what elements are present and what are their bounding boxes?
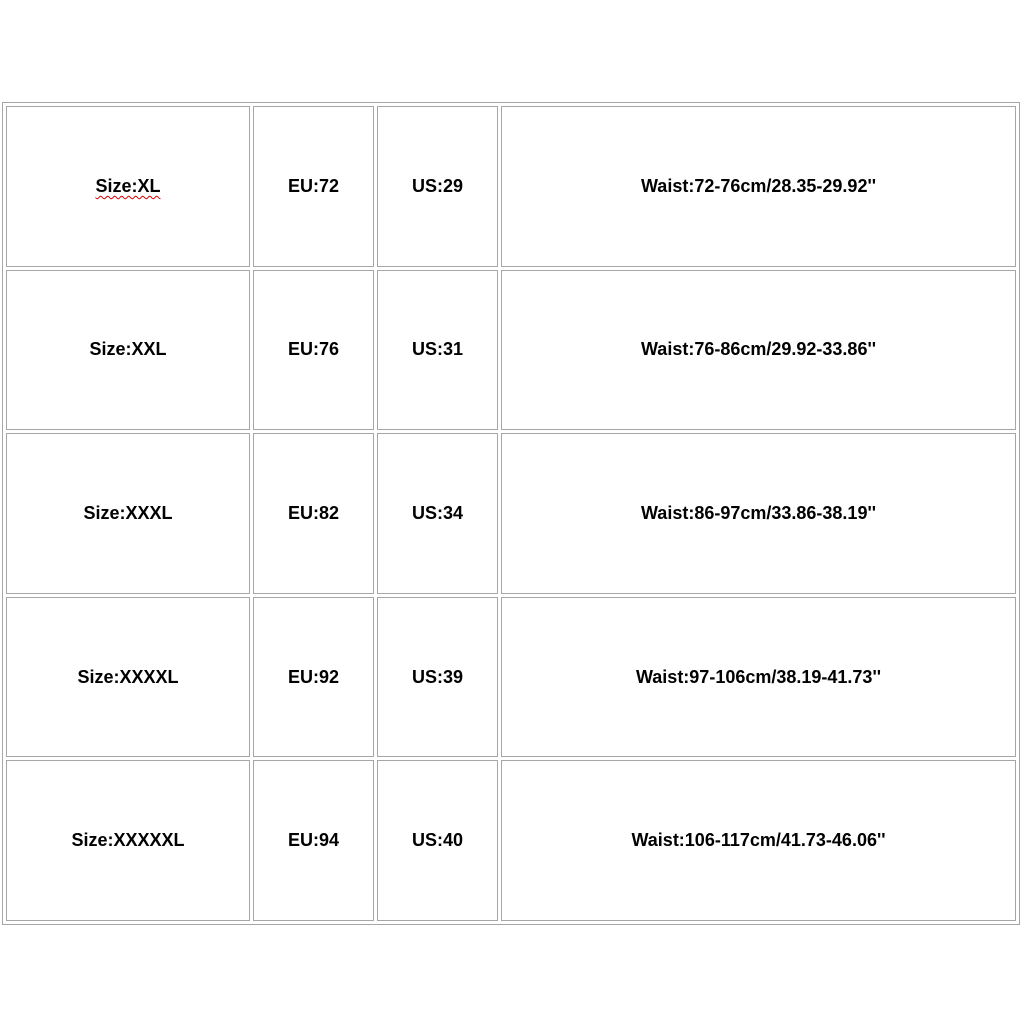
size-chart-table xyxy=(2,102,1020,925)
table-row xyxy=(6,433,1016,594)
us-size-cell: US:40 xyxy=(377,760,498,921)
us-size-cell: US:39 xyxy=(377,597,498,758)
eu-size-cell: EU:94 xyxy=(253,760,374,921)
waist-cell: Waist:76-86cm/29.92-33.86'' xyxy=(501,270,1016,431)
waist-cell: Waist:86-97cm/33.86-38.19'' xyxy=(501,433,1016,594)
eu-size-cell: EU:82 xyxy=(253,433,374,594)
size-cell: Size:XXXL xyxy=(6,433,250,594)
table-row xyxy=(6,106,1016,267)
size-cell: Size:XXXXXL xyxy=(6,760,250,921)
us-size-cell: US:34 xyxy=(377,433,498,594)
eu-size-cell: EU:72 xyxy=(253,106,374,267)
eu-size-cell: EU:92 xyxy=(253,597,374,758)
us-size-cell: US:31 xyxy=(377,270,498,431)
table-row xyxy=(6,597,1016,758)
size-label: Size:XL xyxy=(95,175,161,196)
size-cell xyxy=(6,106,250,267)
us-size-cell: US:29 xyxy=(377,106,498,267)
waist-cell: Waist:97-106cm/38.19-41.73'' xyxy=(501,597,1016,758)
eu-size-cell: EU:76 xyxy=(253,270,374,431)
waist-cell: Waist:106-117cm/41.73-46.06'' xyxy=(501,760,1016,921)
size-cell: Size:XXXXL xyxy=(6,597,250,758)
waist-cell: Waist:72-76cm/28.35-29.92'' xyxy=(501,106,1016,267)
table-row xyxy=(6,760,1016,921)
table-row xyxy=(6,270,1016,431)
size-cell: Size:XXL xyxy=(6,270,250,431)
